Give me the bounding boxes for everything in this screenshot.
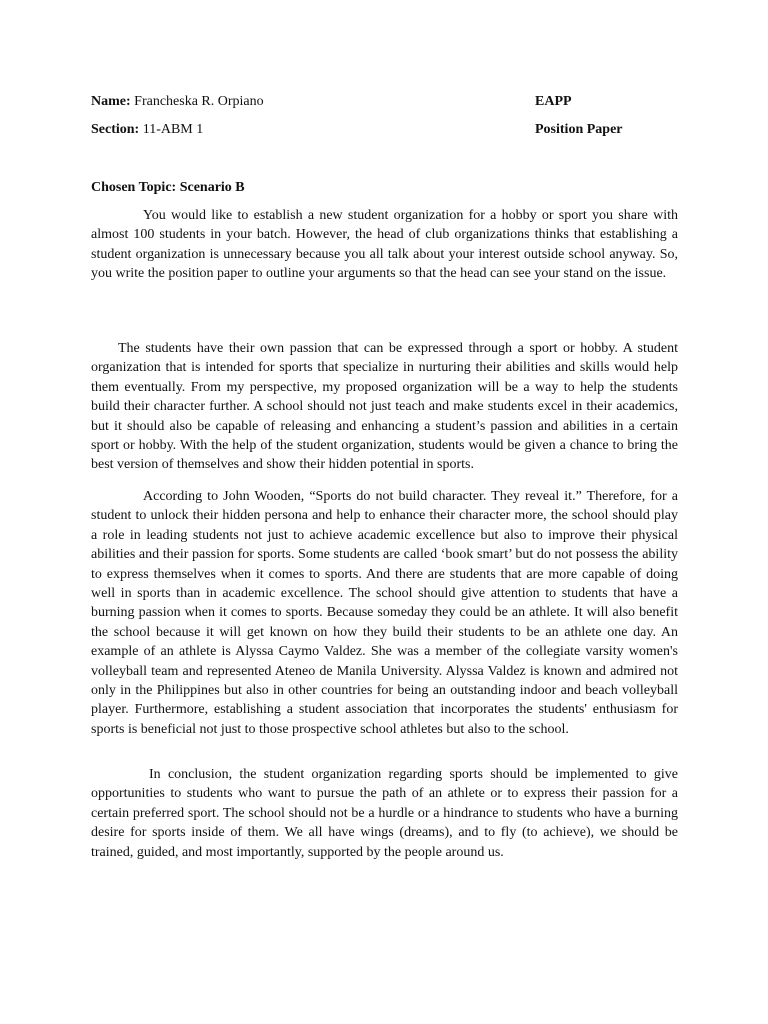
chosen-topic-heading: Chosen Topic: Scenario B xyxy=(91,180,245,195)
body-paragraph-1: The students have their own passion that can be expressed through a sport or hobby. A student organization that is intended for sports that specialize in nurturing their abilities and skills would help them eventually. From my perspective, my proposed organization will be a way to help the students build their character further. A school should not just teach and make students excel in their academics, but it should also be capable of releasing and enhancing a student’s passion and abilities in a certain sport or hobby. With the help of the student organization, students would be given a chance to bring the best version of themselves and show their hidden potential in sports. xyxy=(91,341,678,473)
body-paragraph-2: According to John Wooden, “Sports do not build character. They reveal it.” Therefore, for a student to unlock their hidden persona and help to enhance their character more, the school should play a role in leading students not just to achieve academic excellence but also to improve their physical abilities and their passion for sports. Some students are called ‘book smart’ but do not possess the ability to express themselves when it comes to sports. And there are students that are more capable of doing well in sports than in academic excellence. The school should give attention to students that have a burning passion when it comes to sports. Because someday they could be an athlete. It will also benefit the school because it will get known on how they build their students to be an athlete one day. An example of an athlete is Alyssa Caymo Valdez. She was a member of the collegiate varsity women's volleyball team and represented Ateneo de Manila University. Alyssa Valdez is known and admired not only in the Philippines but also in other countries for being an outstanding indoor and beach volleyball player. Furthermore, establishing a student association that incorporates the students' enthusiasm for sports is beneficial not just to those prospective school athletes but also to the school. xyxy=(91,489,678,737)
section-label: Section: xyxy=(91,122,140,137)
name-line xyxy=(91,94,264,110)
conclusion-paragraph: In conclusion, the student organization regarding sports should be implemented to give opportunities to students who want to pursue the path of an athlete or to express their passion for a certain preferred sport. The school should not be a hurdle or a hindrance to students who have a burning desire for sports inside of them. We all have wings (dreams), and to fly (to achieve), we should be trained, guided, and most importantly, supported by the people around us. xyxy=(91,767,678,860)
name-label: Name: xyxy=(91,94,131,109)
subject-label: EAPP xyxy=(535,94,572,109)
scenario-paragraph: You would like to establish a new student organization for a hobby or sport you share with almost 100 students in your batch. However, the head of club organizations thinks that establishing a student organization is unnecessary because you all talk about your interest outside school anyway. So, you write the position paper to outline your arguments so that the head can see your stand on the issue. xyxy=(91,208,678,282)
section-line xyxy=(91,122,203,138)
name-value: Francheska R. Orpiano xyxy=(134,94,264,109)
document-type-label: Position Paper xyxy=(535,122,623,137)
section-value: 11-ABM 1 xyxy=(142,122,204,137)
